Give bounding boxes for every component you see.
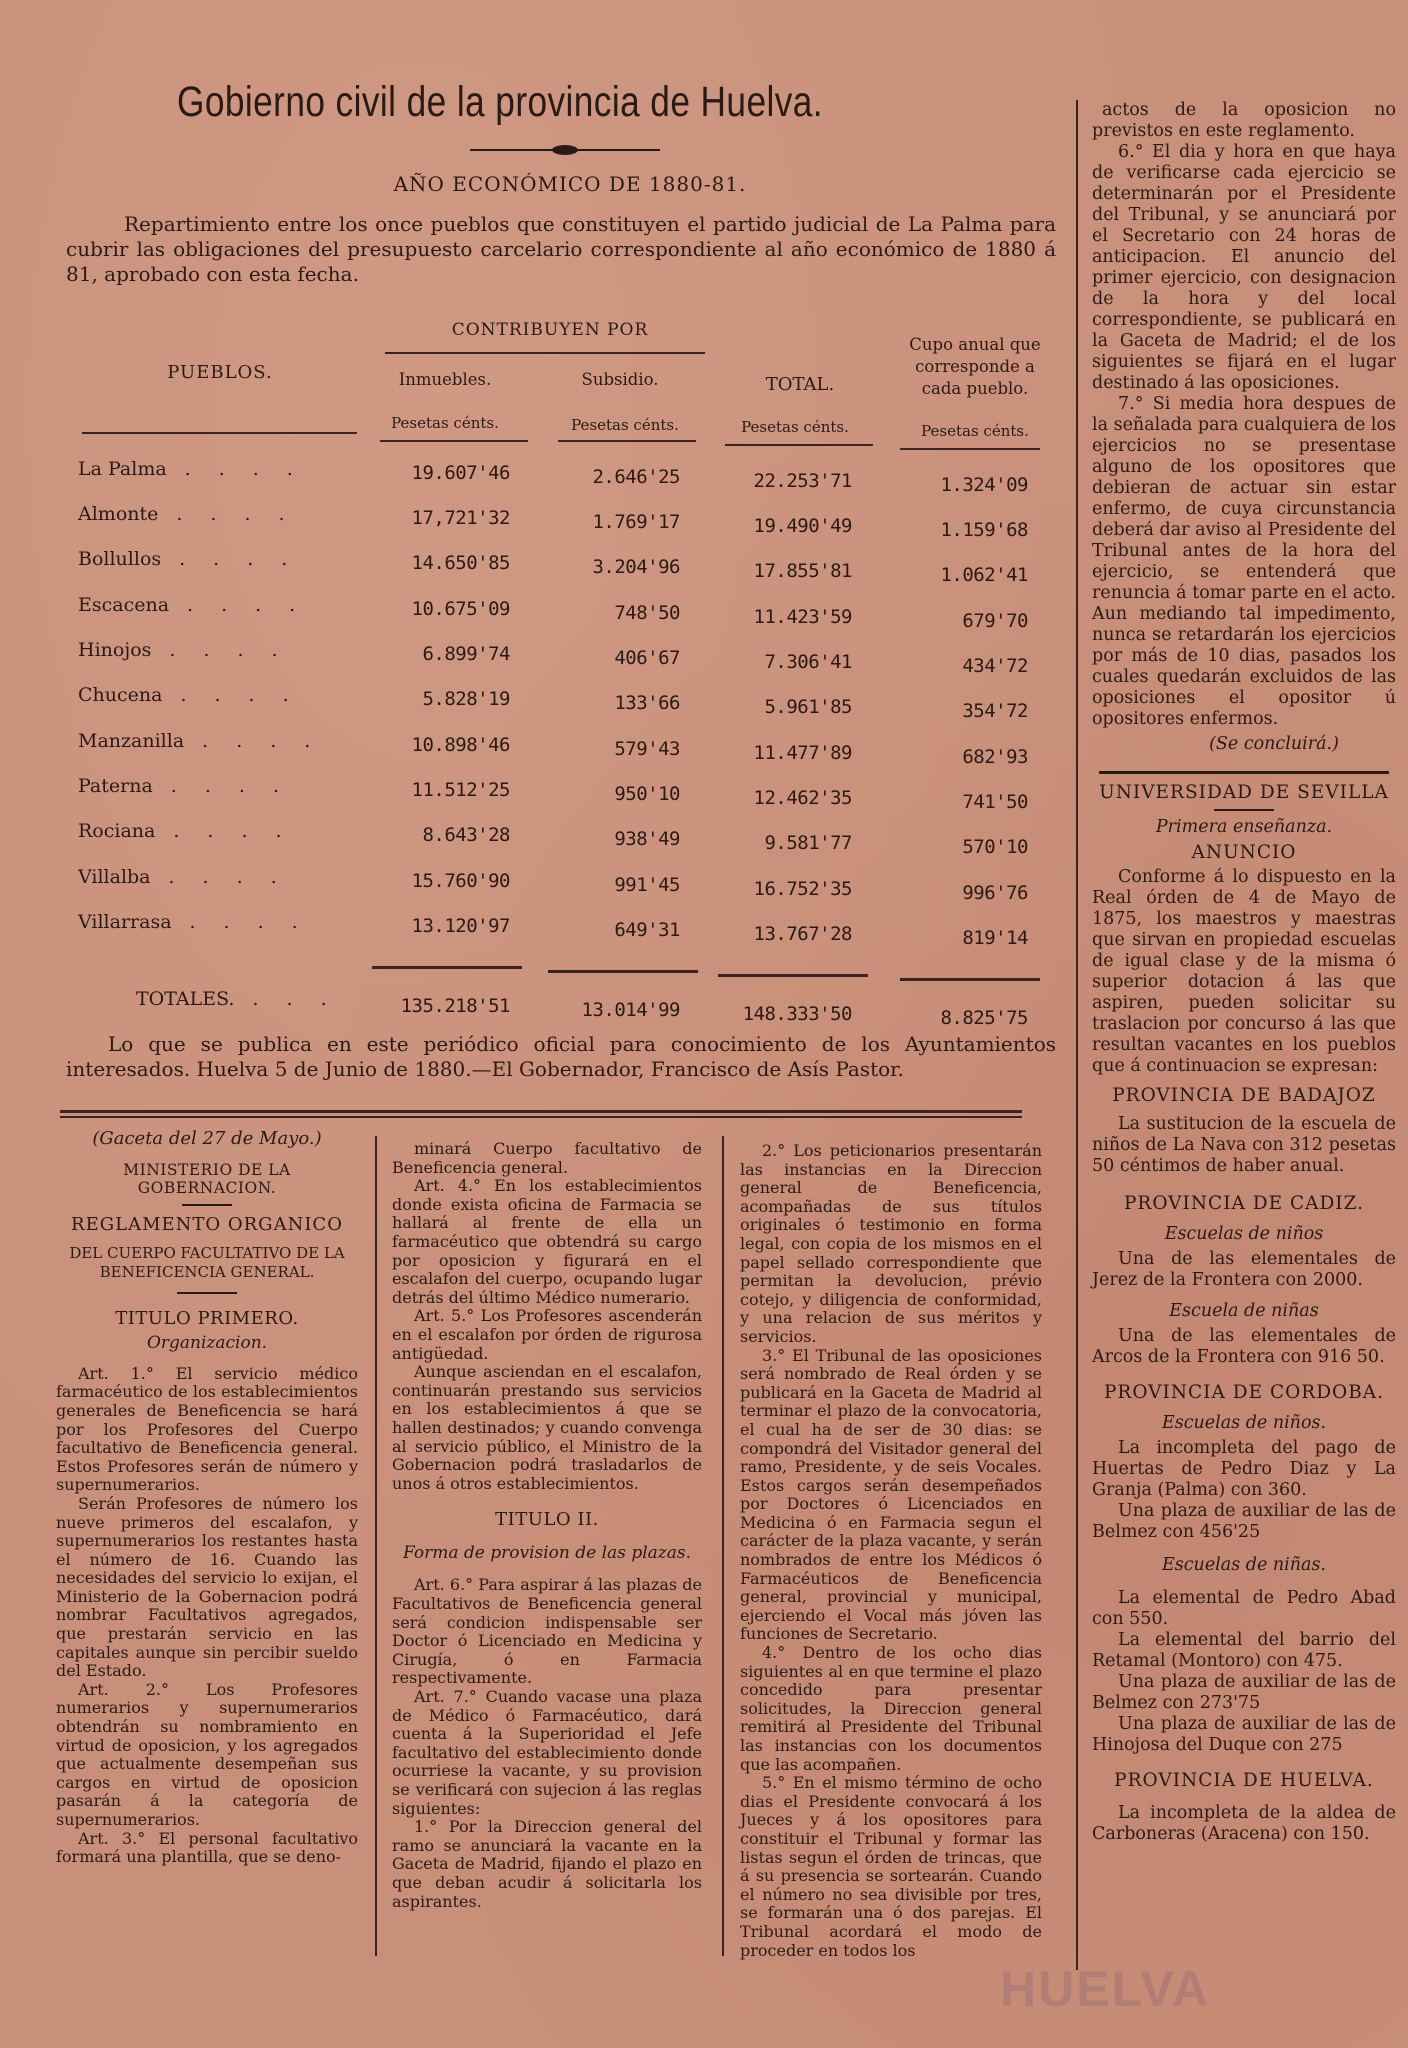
col-header-pueblos: PUEBLOS. — [167, 362, 273, 383]
province-heading: PROVINCIA DE BADAJOZ — [1112, 1085, 1376, 1106]
unit-subsidio: Pesetas cénts. — [571, 416, 679, 434]
cell-total: 12.462'35 — [753, 787, 852, 809]
cell-cupo: 1.324'09 — [940, 474, 1028, 496]
cell-subsidio: 649'31 — [614, 919, 680, 941]
vacancy-item: La incompleta de la aldea de Carboneras (Aracena) con 150. — [1092, 1803, 1396, 1844]
subheading: Forma de provision de las plazas. — [403, 1542, 691, 1563]
vacancy-item: Una plaza de auxiliar de las de Belmez con 456'25 — [1092, 1501, 1396, 1542]
pueblo-name: Hinojos — [78, 639, 152, 661]
cell-subsidio: 938'49 — [614, 828, 680, 850]
province-heading: PROVINCIA DE CORDOBA. — [1103, 1382, 1385, 1403]
cell-inmuebles: 19.607'46 — [411, 462, 510, 484]
pueblo-name: Villalba — [78, 866, 151, 888]
vacancy-item: La elemental de Pedro Abad con 550. — [1092, 1588, 1396, 1629]
vacancy-item: Una plaza de auxiliar de las de Hinojosa del Duque con 275 — [1092, 1714, 1396, 1755]
pueblos-header-rule — [82, 432, 357, 434]
vacancy-item: La incompleta del pago de Huertas de Pedro Diaz y La Granja (Palma) con 360. — [1092, 1438, 1396, 1500]
cell-cupo: 741'50 — [962, 791, 1028, 813]
pueblo-name: Rociana — [78, 820, 156, 842]
pueblo-name: Paterna — [78, 775, 153, 797]
vacancy-item: Una de las elementales de Jerez de la Frontera con 2000. — [1092, 1249, 1396, 1290]
cell-inmuebles: 13.120'97 — [411, 915, 510, 937]
pueblo-name: La Palma — [78, 458, 167, 480]
vacancy-item: La sustitucion de la escuela de niños de La Nava con 312 pesetas 50 céntimos de haber anual. — [1092, 1114, 1396, 1176]
paragraph: 7.° Si media hora despues de la señalada para cualquiera de los ejercicios no se presentase alguno de los opositores que debieran de actuar sin estar enfermo, de cuya circunstancia deberá dar aviso al Presidente del Tribunal antes de la hora del ejercicio, se entenderá que renuncia á tomar parte en el acto. Aun mediando tal impedimento, nunca se retardarán los ejercicios por más de 10 dias, pasados los cuales quedarán excluidos de las oposiciones el opositor ú opositores enfermos. — [1092, 394, 1396, 729]
paragraph: 6.° El dia y hora en que haya de verificarse cada ejercicio se determinarán por el Presidente del Tribunal, y se anunciará por el Secretario con 24 horas de anticipacion. El anuncio del primer ejercicio, con designacion de la hora y del local correspondiente, se publicará en la Gaceta de Madrid; el de los siguientes se fijará en el lugar destinado á las oposiciones. — [1092, 142, 1396, 393]
column-1 — [56, 1130, 358, 1867]
column-rule-2 — [722, 1136, 724, 1956]
cell-cupo: 996'76 — [962, 882, 1028, 904]
cell-total: 16.752'35 — [753, 878, 852, 900]
units-rule-1 — [380, 440, 528, 442]
article: Art. 2.° Los Profesores numerarios y supernumerarios obtendrán su nombramiento en virtud de oposicion, y los agregados que actualmente desempeñan sus cargos en virtud de oposicion pasarán á la categoría de supernumerarios. — [56, 1679, 358, 1829]
cell-inmuebles: 5.828'19 — [422, 688, 510, 710]
cell-inmuebles: 11.512'25 — [411, 779, 510, 801]
cell-total: 19.490'49 — [753, 515, 852, 537]
cell-total: 11.477'89 — [753, 742, 852, 764]
cell-cupo: 679'70 — [962, 610, 1028, 632]
province-heading: PROVINCIA DE HUELVA. — [1114, 1770, 1374, 1791]
unit-total: Pesetas cénts. — [741, 418, 849, 436]
cell-total: 22.253'71 — [753, 470, 852, 492]
article: 2.° Los peticionarios presentarán las instancias en la Direccion general de Beneficencia, acompañadas de sus títulos originales ó testimonio en forma legal, con copia de los mismos en el papel sellado correspondiente que permitan la devolucion, prévio cotejo, y diligencia de conformidad, y una relacion de sus méritos y servicios. — [740, 1141, 1042, 1346]
cell-inmuebles: 10.898'46 — [411, 734, 510, 756]
unit-cupo: Pesetas cénts. — [921, 422, 1029, 440]
vacancy-item: Una plaza de auxiliar de las de Belmez con 273'75 — [1092, 1672, 1396, 1713]
reglamento-heading: REGLAMENTO ORGANICO — [71, 1213, 343, 1235]
anuncio-heading: ANUNCIO — [1191, 842, 1297, 863]
cell-subsidio: 133'66 — [614, 692, 680, 714]
totals-label: TOTALES. — [136, 988, 235, 1010]
section-double-rule-b — [60, 1116, 1022, 1118]
pueblo-name: Villarrasa — [78, 911, 172, 933]
titulo-heading: TITULO PRIMERO. — [115, 1307, 299, 1329]
column-rule-1 — [375, 1136, 377, 1956]
cell-inmuebles: 10.675'09 — [411, 598, 510, 620]
col-header-total: TOTAL. — [765, 374, 835, 395]
province-heading: PROVINCIA DE CADIZ. — [1123, 1193, 1365, 1214]
right-column — [1092, 100, 1396, 1845]
titulo-heading: TITULO II. — [495, 1509, 599, 1531]
pueblo-name: Almonte — [78, 503, 159, 525]
page-title: Gobierno civil de la provincia de Huelva. — [177, 78, 823, 126]
right-column-rule — [1076, 100, 1078, 1970]
intro-paragraph: Repartimiento entre los once pueblos que constituyen el partido judicial de La Palma para cubrir las obligaciones del presupuesto carcelario correspondiente al año económico de 1880 á 81, aprobado con esta fecha. — [66, 212, 1056, 286]
separator — [1099, 771, 1389, 774]
cell-subsidio: 1.769'17 — [592, 511, 680, 533]
cell-cupo: 682'93 — [962, 746, 1028, 768]
cell-inmuebles: 8.643'28 — [422, 824, 510, 846]
separator — [1214, 809, 1274, 811]
cell-total: 13.767'28 — [753, 923, 852, 945]
paragraph: Conforme á lo dispuesto en la Real órden de 4 de Mayo de 1875, los maestros y maestras que sirvan en propiedad escuelas de igual clase y de la misma ó superior dotacion á las que aspiren, pueden solicitar su traslacion por concurso á las que resultan vacantes en los pueblos que á continuacion se expresan: — [1092, 867, 1396, 1076]
totals-rule-4 — [900, 978, 1040, 981]
pueblo-name: Manzanilla — [78, 730, 185, 752]
cell-cupo: 1.062'41 — [940, 564, 1028, 586]
cell-cupo: 570'10 — [962, 836, 1028, 858]
units-rule-2 — [558, 440, 696, 442]
totals-rule-1 — [372, 966, 522, 969]
cell-cupo: 354'72 — [962, 700, 1028, 722]
col-header-subsidio: Subsidio. — [581, 370, 659, 389]
unit-inmuebles: Pesetas cénts. — [391, 414, 499, 432]
article: Art. 5.° Los Profesores ascenderán en el escalafon por órden de rigurosa antigüedad. — [392, 1306, 702, 1363]
article: 5.° En el mismo término de ocho dias el Presidente convocará á los Jueces y á los opositores para constituir el Tribunal y formar las listas segun el órden de trincas, que á su presencia se sortearán. Cuando el número no sea divisible por tres, se formarán una ó dos parejas. El Tribunal acordará el modo de proceder en todos los — [740, 1773, 1042, 1960]
cell-subsidio: 991'45 — [614, 874, 680, 896]
vacancy-item: La elemental del barrio del Retamal (Montoro) con 475. — [1092, 1630, 1396, 1671]
paragraph: actos de la oposicion no previstos en este reglamento. — [1092, 100, 1396, 141]
subheading: Organizacion. — [146, 1333, 268, 1354]
total-subsidio: 13.014'99 — [581, 999, 680, 1021]
totals-rule-2 — [548, 970, 698, 973]
article: Art. 7.° Cuando vacase una plaza de Médico ó Farmacéutico, dará cuenta á la Superioridad el Jefe facultativo del establecimiento donde ocurriese la vacante, y su provision se verificará con sujecion á las reglas siguientes: — [392, 1687, 702, 1818]
article: Aunque asciendan en el escalafon, continuarán prestando sus servicios en los establecimientos á que se hallen destinados; y cuando convenga al servicio público, el Ministro de la Gobernacion podrá trasladarlos de unos á otros establecimientos. — [392, 1362, 702, 1493]
cell-inmuebles: 14.650'85 — [411, 552, 510, 574]
continuation-note: (Se concluirá.) — [1209, 734, 1339, 754]
section-double-rule-a — [60, 1110, 1022, 1113]
article: Art. 4.° En los establecimientos donde exista oficina de Farmacia se hallará al frente de ella un farmacéutico que obtendrá su cargo por oposicion y figurará en el escalafon del cuerpo, ocupando lugar detrás del último Médico numerario. — [392, 1176, 702, 1307]
article: 1.° Por la Direccion general del ramo se anunciará la vacante en la Gaceta de Madrid, fijando el plazo en que deban acudir á solicitarla los aspirantes. — [392, 1817, 702, 1911]
cell-total: 11.423'59 — [753, 606, 852, 628]
col-header-cupo: Cupo anual que corresponde a cada pueblo. — [909, 335, 1041, 398]
group-header-rule — [385, 352, 705, 354]
subheading: Escuelas de niños — [1164, 1224, 1324, 1244]
cell-subsidio: 2.646'25 — [592, 466, 680, 488]
article: 4.° Dentro de los ocho dias siguientes al en que termine el plazo concedido para presentar solicitudes, la Direccion general remitirá al Presidente del Tribunal las instancias con los documentos que las acompañen. — [740, 1643, 1042, 1774]
subheading: Primera enseñanza. — [1155, 817, 1333, 837]
cuerpo-heading: DEL CUERPO FACULTATIVO DE LA BENEFICENCIA GENERAL. — [69, 1244, 345, 1281]
total-cupo: 8.825'75 — [940, 1007, 1028, 1029]
totals-rule-3 — [718, 974, 868, 977]
archive-watermark: HUELVA — [1000, 1961, 1211, 2017]
cell-inmuebles: 6.899'74 — [422, 643, 510, 665]
units-rule-4 — [900, 448, 1040, 450]
gaceta-reference: (Gaceta del 27 de Mayo.) — [92, 1128, 322, 1149]
cell-cupo: 1.159'68 — [940, 519, 1028, 541]
cell-inmuebles: 15.760'90 — [411, 870, 510, 892]
article: minará Cuerpo facultativo de Beneficencia general. — [392, 1139, 702, 1177]
cell-subsidio: 579'43 — [614, 738, 680, 760]
group-header: CONTRIBUYEN POR — [451, 320, 649, 340]
cell-cupo: 819'14 — [962, 927, 1028, 949]
column-3 — [740, 1142, 1042, 1960]
cell-total: 9.581'77 — [764, 832, 852, 854]
subheading: Escuelas de niños. — [1161, 1413, 1327, 1433]
cell-inmuebles: 17,721'32 — [411, 507, 510, 529]
pueblo-name: Escacena — [78, 594, 170, 616]
publication-note: Lo que se publica en este periódico oficial para conocimiento de los Ayuntamientos interesados. Huelva 5 de Junio de 1880.—El Gobernador, Francisco de Asís Pastor. — [66, 1032, 1056, 1081]
cell-subsidio: 3.204'96 — [592, 556, 680, 578]
fiscal-year-heading: AÑO ECONÓMICO DE 1880-81. — [393, 172, 747, 196]
title-ornament — [470, 148, 660, 152]
article: 3.° El Tribunal de las oposiciones será nombrado de Real órden y se publicará en la Gaceta de Madrid al terminar el plazo de la convocatoria, el cual ha de ser de 30 dias: se compondrá del Visitador general del ramo, Presidente, y de seis Vocales. Estos cargos serán desempeñados por Doctores ó Licenciados en Medicina ó en Farmacia segun el carácter de la plaza vacante, y serán nombrados de entre los Médicos ó Farmacéuticos de Beneficencia general, provincial y municipal, ejerciendo el Vocal más jóven las funciones de Secretario. — [740, 1345, 1042, 1644]
cell-subsidio: 406'67 — [614, 647, 680, 669]
column-2 — [392, 1140, 702, 1911]
units-rule-3 — [725, 444, 873, 446]
separator — [182, 1204, 232, 1206]
cell-total: 17.855'81 — [753, 560, 852, 582]
pueblo-name: Bollullos — [78, 548, 162, 570]
article: Art. 1.° El servicio médico farmacéutico de los establecimientos generales de Beneficencia se hará por los Profesores del Cuerpo facultativo de Beneficencia general. Estos Profesores serán de número y supernumerarios. — [56, 1363, 358, 1495]
article: Art. 3.° El personal facultativo formará una plantilla, que se deno- — [56, 1828, 358, 1867]
subheading: Escuela de niñas — [1169, 1301, 1319, 1321]
pueblo-name: Chucena — [78, 684, 163, 706]
col-header-inmuebles: Inmuebles. — [398, 370, 492, 389]
cell-subsidio: 748'50 — [614, 602, 680, 624]
cell-total: 7.306'41 — [764, 651, 852, 673]
article: Serán Profesores de número los nueve primeros del escalafon, y supernumerarios los restantes hasta el número de 16. Cuando las necesidades del servicio lo exijan, el Ministerio de la Gobernacion podrá nombrar Facultativos agregados, que prestarán servicio en las capitales aunque sin percibir sueldo del Estado. — [56, 1493, 358, 1681]
cell-cupo: 434'72 — [962, 655, 1028, 677]
separator — [177, 1292, 237, 1294]
cell-total: 5.961'85 — [764, 696, 852, 718]
section-heading: UNIVERSIDAD DE SEVILLA — [1099, 782, 1389, 803]
total-total: 148.333'50 — [742, 1003, 852, 1025]
subheading: Escuelas de niñas. — [1162, 1555, 1326, 1575]
article: Art. 6.° Para aspirar á las plazas de Facultativos de Beneficencia general será condicion indispensable ser Doctor ó Licenciado en Medicina y Cirugía, ó en Farmacia respectivamente. — [392, 1575, 702, 1688]
total-inmuebles: 135.218'51 — [400, 995, 510, 1017]
vacancy-item: Una de las elementales de Arcos de la Frontera con 916 50. — [1092, 1326, 1396, 1367]
cell-subsidio: 950'10 — [614, 783, 680, 805]
ministry-heading: MINISTERIO DE LA GOBERNACION. — [123, 1160, 291, 1198]
